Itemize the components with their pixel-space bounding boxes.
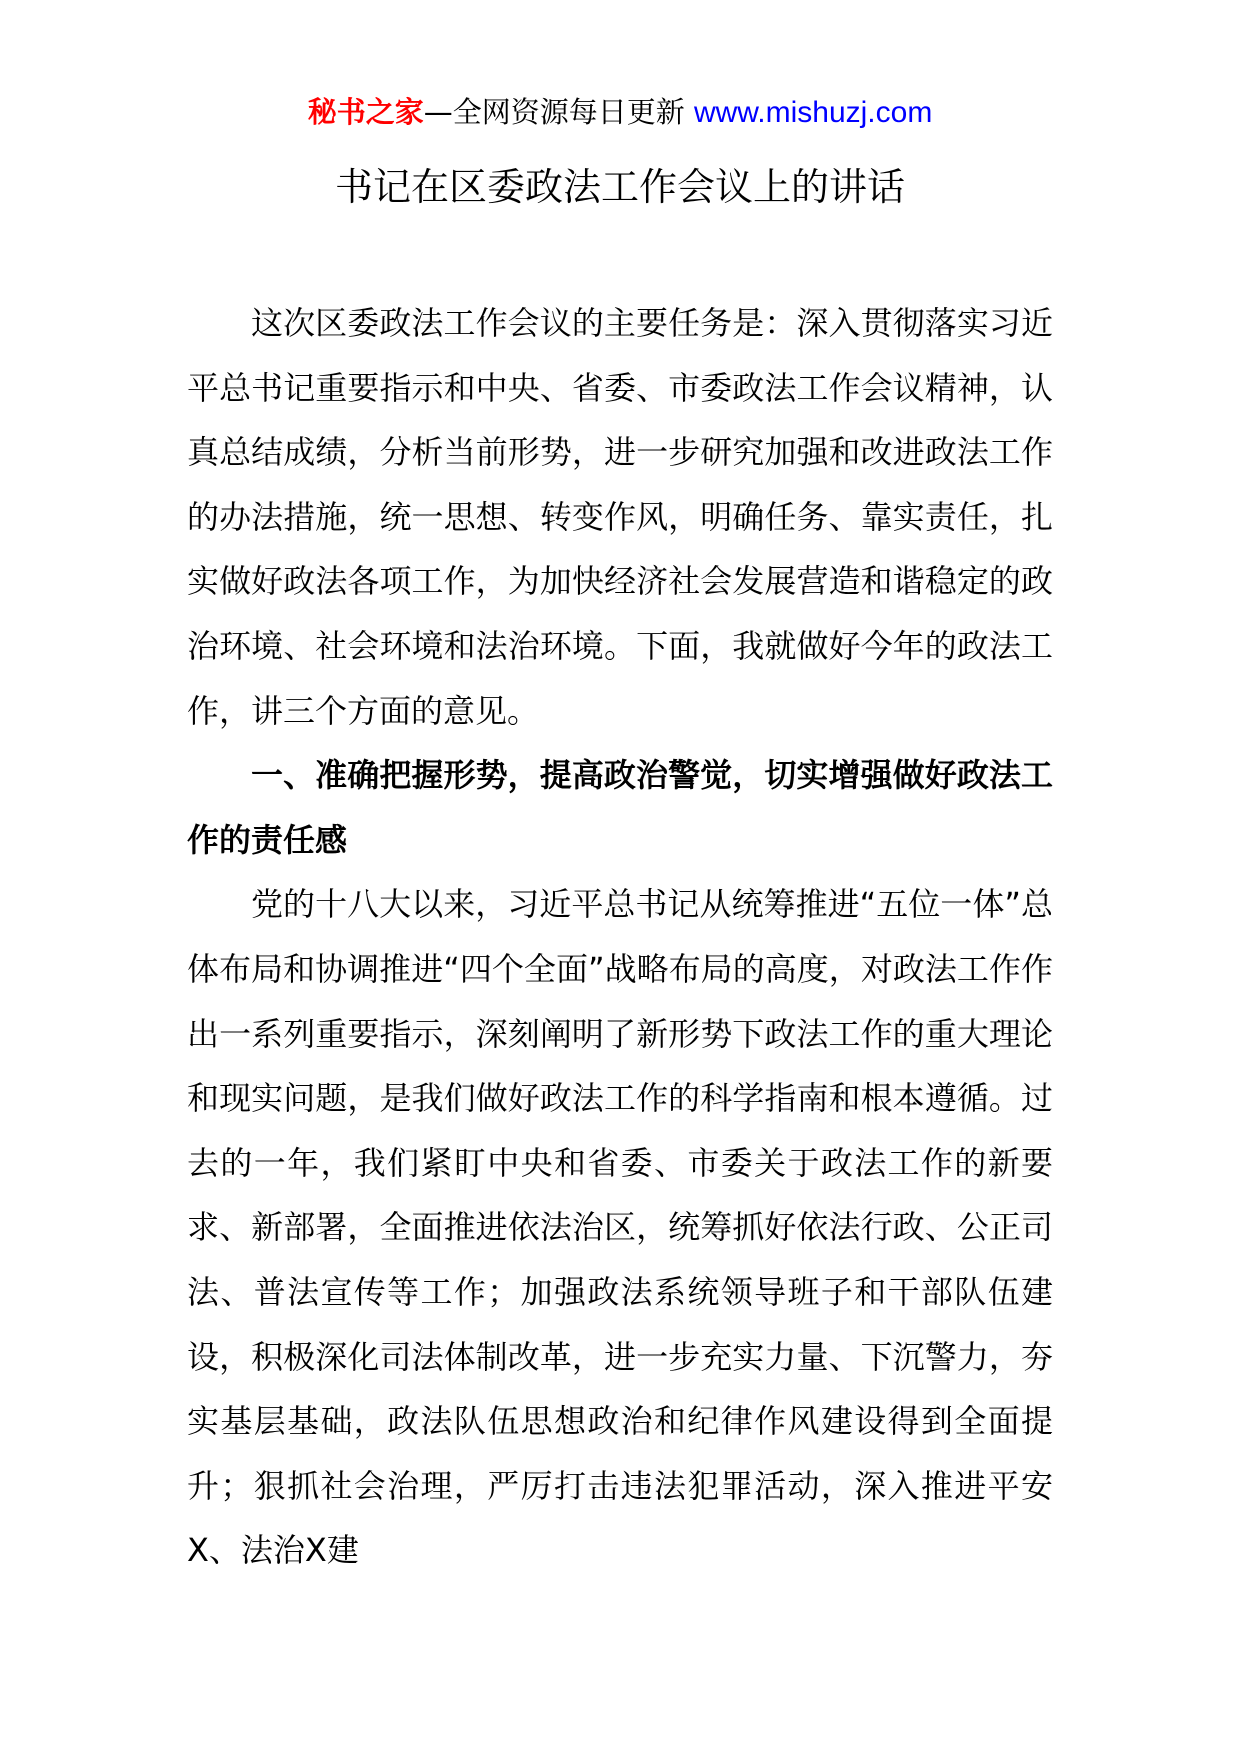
site-link[interactable]: www.mishuzj.com (693, 96, 933, 129)
header-slogan: —全网资源每日更新 (423, 95, 685, 129)
paragraph-section-1: 党的十八大以来，习近平总书记从统筹推进“五位一体”总体布局和协调推进“四个全面”战略布局的高度，对政法工作作出一系列重要指示，深刻阐明了新形势下政法工作的重大理论和现实问题，是我们做好政法工作的科学指南和根本遵循。过去的一年，我们紧盯中央和省委、市委关于政法工作的新要求、新部署，全面推进依法治区，统筹抓好依法行政、公正司法、普法宣传等工作；加强政法系统领导班子和干部队伍建设，积极深化司法体制改革，进一步充实力量、下沉警力，夯实基层基础，政法队伍思想政治和纪律作风建设得到全面提升；狠抓社会治理，严厉打击违法犯罪活动，深入推进平安X、法治X建 (187, 885, 1053, 1570)
section-heading-1: 一、准确把握形势，提高政治警觉，切实增强做好政法工作的责任感 (187, 756, 1053, 859)
brand-name: 秘书之家 (307, 95, 424, 129)
site-header (0, 92, 1240, 133)
document-body (187, 291, 1053, 1583)
paragraph-intro: 这次区委政法工作会议的主要任务是：深入贯彻落实习近平总书记重要指示和中央、省委、市委政法工作会议精神，认真总结成绩，分析当前形势，进一步研究加强和改进政法工作的办法措施，统一思想、转变作风，明确任务、靠实责任，扎实做好政法各项工作，为加快经济社会发展营造和谐稳定的政治环境、社会环境和法治环境。下面，我就做好今年的政法工作，讲三个方面的意见。 (187, 304, 1053, 730)
document-title: 书记在区委政法工作会议上的讲话 (334, 165, 905, 209)
